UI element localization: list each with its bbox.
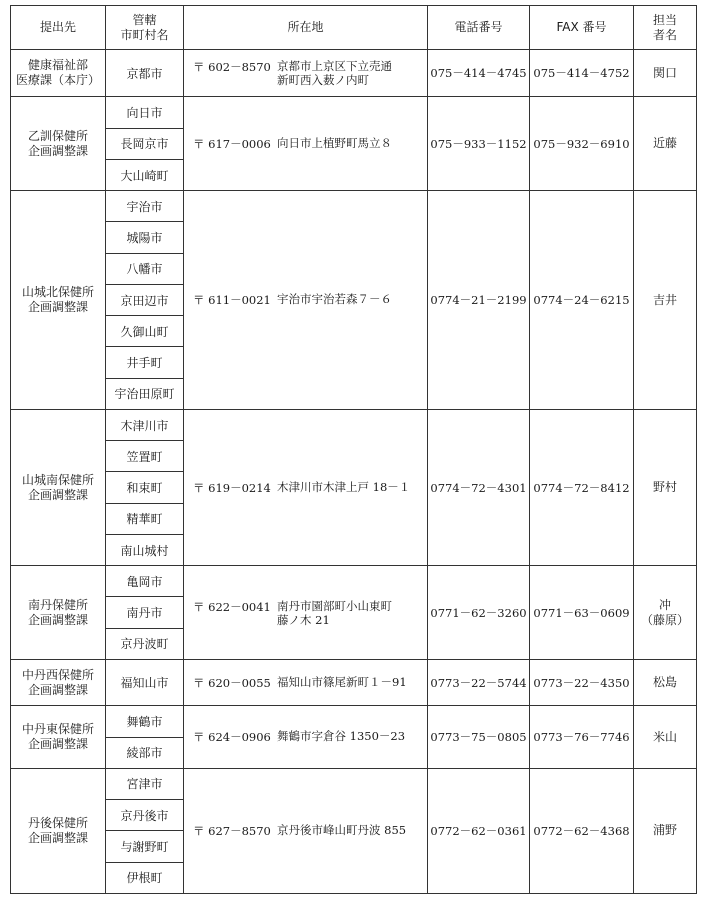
table-row [11,97,697,128]
table-row [11,191,697,222]
municipality-cell: 宇治田原町 [106,378,184,409]
person-cell: 冲 （藤原） [634,566,697,660]
municipality-cell: 与謝野町 [106,831,184,862]
office-cell: 南丹保健所 企画調整課 [11,566,106,660]
municipality-cell: 亀岡市 [106,566,184,597]
address-text: 木津川市木津上戸 18－１ [277,479,411,494]
postal-code: 〒 627－8570 [193,823,271,838]
address-text: 京都市上京区下立売通 新町西入薮ノ内町 [277,59,392,88]
person-cell: 松島 [634,659,697,705]
phone-cell: 0773－22－5744 [428,659,530,705]
postal-code: 〒 617－0006 [193,136,271,151]
office-cell: 中丹東保健所 企画調整課 [11,706,106,769]
phone-cell: 0773－75－0805 [428,706,530,769]
phone-cell: 0771－62－3260 [428,566,530,660]
address-text: 京丹後市峰山町丹波 855 [277,822,407,837]
municipality-cell: 京丹後市 [106,800,184,831]
address-cell [184,50,428,97]
municipality-cell: 笠置町 [106,441,184,472]
municipality-cell: 精華町 [106,503,184,534]
address-cell [184,409,428,565]
municipality-cell: 舞鶴市 [106,706,184,737]
table-row [11,659,697,705]
person-cell: 浦野 [634,768,697,893]
address-text: 福知山市篠尾新町１－91 [277,674,407,689]
phone-cell: 075－933－1152 [428,97,530,191]
municipality-cell: 宇治市 [106,191,184,222]
table-row [11,706,697,737]
person-cell: 関口 [634,50,697,97]
municipality-cell: 和束町 [106,472,184,503]
postal-code: 〒 602－8570 [193,60,271,75]
table-row [11,50,697,97]
address-text: 舞鶴市字倉谷 1350－23 [277,729,406,744]
municipality-cell: 京田辺市 [106,284,184,315]
office-cell: 健康福祉部 医療課（本庁） [11,50,106,97]
municipality-cell: 長岡京市 [106,128,184,159]
person-cell: 吉井 [634,191,697,410]
header-phone: 電話番号 [428,6,530,50]
office-cell: 山城南保健所 企画調整課 [11,409,106,565]
postal-code: 〒 624－0906 [193,730,271,745]
address-text: 南丹市園部町小山東町 藤ノ木 21 [277,598,392,627]
municipality-cell: 八幡市 [106,253,184,284]
postal-code: 〒 611－0021 [193,293,271,308]
contact-table [10,5,697,894]
header-office: 提出先 [11,6,106,50]
table-row [11,409,697,440]
municipality-cell: 京丹波町 [106,628,184,659]
header-row [11,6,697,50]
address-cell [184,706,428,769]
address-cell [184,97,428,191]
postal-code: 〒 619－0214 [193,480,271,495]
address-cell [184,191,428,410]
municipality-cell: 久御山町 [106,316,184,347]
fax-cell: 0774－72－8412 [530,409,634,565]
municipality-cell: 福知山市 [106,659,184,705]
address-cell [184,768,428,893]
office-cell: 丹後保健所 企画調整課 [11,768,106,893]
fax-cell: 0772－62－4368 [530,768,634,893]
fax-cell: 0773－22－4350 [530,659,634,705]
municipality-cell: 宮津市 [106,768,184,799]
fax-cell: 0773－76－7746 [530,706,634,769]
municipality-cell: 井手町 [106,347,184,378]
municipality-cell: 南丹市 [106,597,184,628]
office-cell: 山城北保健所 企画調整課 [11,191,106,410]
address-cell [184,659,428,705]
fax-cell: 0771－63－0609 [530,566,634,660]
phone-cell: 075－414－4745 [428,50,530,97]
municipality-cell: 伊根町 [106,862,184,893]
person-cell: 米山 [634,706,697,769]
phone-cell: 0772－62－0361 [428,768,530,893]
phone-cell: 0774－72－4301 [428,409,530,565]
postal-code: 〒 622－0041 [193,599,271,614]
address-text: 宇治市宇治若森７－６ [277,292,392,307]
person-cell: 近藤 [634,97,697,191]
municipality-cell: 大山崎町 [106,159,184,190]
address-cell [184,566,428,660]
office-cell: 乙訓保健所 企画調整課 [11,97,106,191]
fax-cell: 0774－24－6215 [530,191,634,410]
table-row [11,566,697,597]
fax-cell: 075－932－6910 [530,97,634,191]
fax-cell: 075－414－4752 [530,50,634,97]
municipality-cell: 木津川市 [106,409,184,440]
phone-cell: 0774－21－2199 [428,191,530,410]
header-fax: FAX 番号 [530,6,634,50]
municipality-cell: 綾部市 [106,737,184,768]
municipality-cell: 向日市 [106,97,184,128]
municipality-cell: 城陽市 [106,222,184,253]
header-person: 担当 者名 [634,6,697,50]
office-cell: 中丹西保健所 企画調整課 [11,659,106,705]
municipality-cell: 南山城村 [106,534,184,565]
table-row [11,768,697,799]
header-address: 所在地 [184,6,428,50]
address-text: 向日市上植野町馬立８ [277,135,392,150]
header-municipality: 管轄 市町村名 [106,6,184,50]
postal-code: 〒 620－0055 [193,675,271,690]
table-body [11,50,697,894]
municipality-cell: 京都市 [106,50,184,97]
person-cell: 野村 [634,409,697,565]
